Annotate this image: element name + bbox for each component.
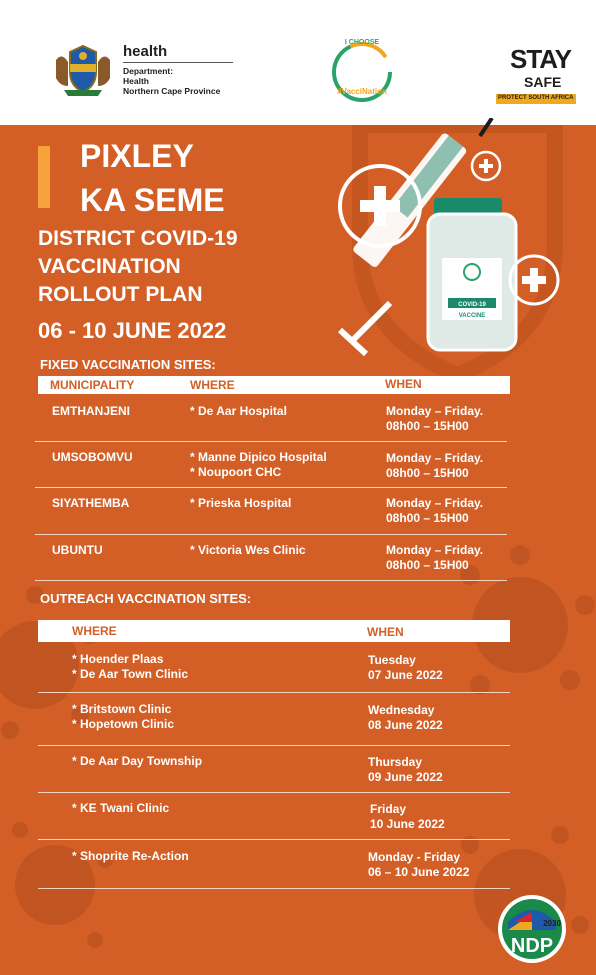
row-municipality: UBUNTU xyxy=(52,543,103,557)
safe-text: SAFE xyxy=(524,74,562,90)
row-when-date: 07 June 2022 xyxy=(368,668,443,682)
row-when-day: Friday xyxy=(370,802,407,816)
row-divider xyxy=(38,839,510,840)
fixed-table-header xyxy=(38,376,510,394)
row-where-2: * De Aar Town Clinic xyxy=(72,667,189,681)
row-divider xyxy=(38,888,510,889)
row-where: * De Aar Hospital xyxy=(190,404,287,418)
ndp-year: 2030 xyxy=(543,919,561,928)
coat-of-arms-icon xyxy=(52,42,114,96)
row-where: * KE Twani Clinic xyxy=(72,801,170,815)
fixed-sites-title: FIXED VACCINATION SITES: xyxy=(40,357,216,372)
row-municipality: UMSOBOMVU xyxy=(52,450,133,464)
row-divider xyxy=(38,745,510,746)
row-when-day: Monday – Friday. xyxy=(386,451,484,465)
row-when-day: Monday - Friday xyxy=(368,850,461,864)
row-where: * Victoria Wes Clinic xyxy=(190,543,306,557)
title-line-5: ROLLOUT PLAN xyxy=(38,283,203,306)
row-where: * Manne Dipico Hospital xyxy=(190,450,327,464)
virus-shape-3 xyxy=(12,822,113,948)
ndp-2030-logo xyxy=(494,892,570,966)
dept-line-3: Northern Cape Province xyxy=(123,86,221,96)
row-when-day: Thursday xyxy=(368,755,423,769)
row-divider xyxy=(35,441,507,442)
row-where: * Hoender Plaas xyxy=(72,652,164,666)
row-divider xyxy=(38,792,510,793)
row-where: * Shoprite Re-Action xyxy=(72,849,189,863)
row-when-day: Monday – Friday. xyxy=(386,404,484,418)
col-where: WHERE xyxy=(190,378,235,392)
row-when-day: Monday – Friday. xyxy=(386,543,484,557)
vaccine-illustration xyxy=(330,118,570,363)
vaccination-logo xyxy=(328,34,396,108)
title-line-2: KA SEME xyxy=(80,182,225,218)
col-when: WHEN xyxy=(385,377,422,391)
stay-text: STAY xyxy=(510,44,572,74)
row-divider xyxy=(35,580,507,581)
ndp-text: NDP xyxy=(510,935,554,957)
row-when-time: 08h00 – 15H00 xyxy=(386,466,469,480)
row-where: * Prieska Hospital xyxy=(190,496,292,510)
vacci-tag-text: #VacciNation xyxy=(337,87,387,96)
row-municipality: SIYATHEMBA xyxy=(52,496,130,510)
dept-line-1: Department: xyxy=(123,66,174,76)
row-divider xyxy=(38,692,510,693)
row-when-date: 08 June 2022 xyxy=(368,718,443,732)
logo-divider xyxy=(123,62,233,63)
row-divider xyxy=(35,487,507,488)
vial-label-1: COVID-19 xyxy=(458,302,486,308)
stay-safe-logo xyxy=(496,44,576,104)
dept-line-2: Health xyxy=(123,76,149,86)
title-line-1: PIXLEY xyxy=(80,138,194,174)
vaccine-vial-icon xyxy=(428,198,516,350)
header-banner xyxy=(0,0,596,125)
row-where: * Britstown Clinic xyxy=(72,702,172,716)
row-divider xyxy=(35,534,507,535)
vial-label-2: VACCINE xyxy=(458,313,486,319)
outreach-table-header xyxy=(38,620,510,642)
row-when-time: 08h00 – 15H00 xyxy=(386,511,469,525)
plus-circle-icon-small xyxy=(472,152,500,180)
row-where-2: * Noupoort CHC xyxy=(190,465,282,479)
title-line-3: DISTRICT COVID-19 xyxy=(38,227,238,250)
row-when-date: 06 – 10 June 2022 xyxy=(368,865,470,879)
date-range: 06 - 10 JUNE 2022 xyxy=(38,318,227,343)
vacci-top-text: I CHOOSE xyxy=(344,39,380,46)
col-municipality: MUNICIPALITY xyxy=(50,378,135,392)
col-where: WHERE xyxy=(72,624,117,638)
row-when-day: Monday – Friday. xyxy=(386,496,484,510)
stay-safe-subtitle: PROTECT SOUTH AFRICA xyxy=(498,95,574,101)
row-when-time: 08h00 – 15H00 xyxy=(386,558,469,572)
row-when-day: Wednesday xyxy=(368,703,435,717)
col-when: WHEN xyxy=(367,625,404,639)
row-municipality: EMTHANJENI xyxy=(52,404,131,418)
department-logo-text xyxy=(123,44,233,96)
outreach-sites-title: OUTREACH VACCINATION SITES: xyxy=(40,591,252,606)
row-when-date: 10 June 2022 xyxy=(370,817,445,831)
row-when-date: 09 June 2022 xyxy=(368,770,443,784)
row-where: * De Aar Day Township xyxy=(72,754,203,768)
title-line-4: VACCINATION xyxy=(38,255,181,278)
row-when-day: Tuesday xyxy=(368,653,416,667)
title-accent-bar xyxy=(38,146,50,208)
row-where-2: * Hopetown Clinic xyxy=(72,717,174,731)
health-title: health xyxy=(123,43,168,60)
row-when-time: 08h00 – 15H00 xyxy=(386,419,469,433)
